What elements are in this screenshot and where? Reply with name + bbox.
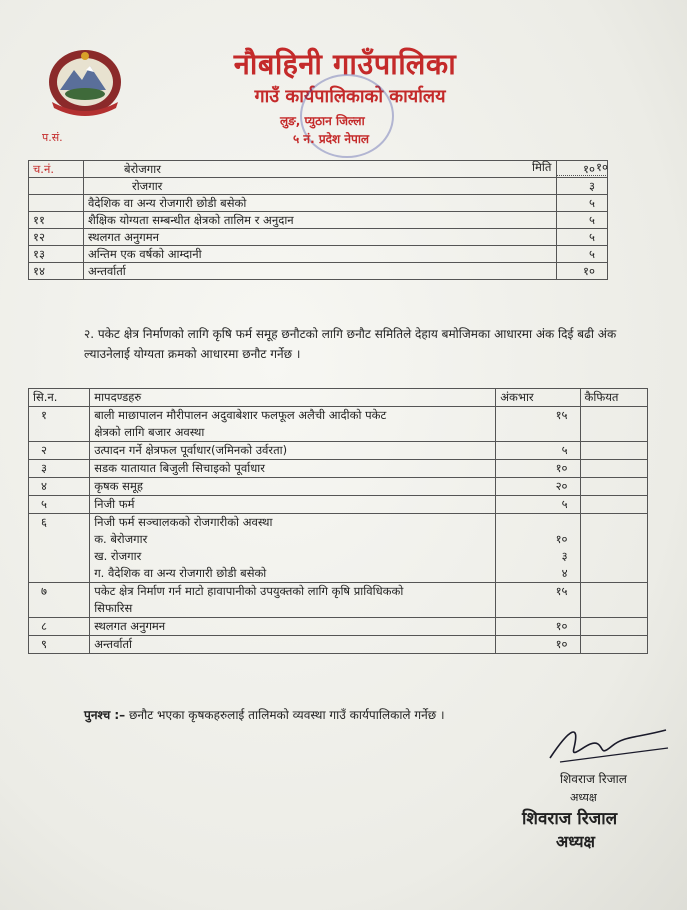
date-label: मिति <box>532 160 552 174</box>
row-criteria <box>90 478 496 496</box>
table-header-row <box>29 389 648 407</box>
row-score: १० <box>557 263 608 280</box>
address-line-1: लुङ, प्युठान जिल्ला <box>280 114 365 128</box>
row-criteria <box>90 442 496 460</box>
row-sn: ४ <box>29 478 90 496</box>
score-line: १५ <box>555 584 568 598</box>
row-criteria: अन्तिम एक वर्षको आम्दानी <box>84 246 557 263</box>
pocket-area-criteria-table <box>28 388 648 654</box>
name-stamp: शिवराज रिजाल <box>522 809 618 829</box>
table-row <box>29 618 648 636</box>
criteria-line: कृषक समूह <box>94 479 143 493</box>
row-remarks <box>580 442 647 460</box>
table-row <box>29 460 648 478</box>
nepal-emblem-icon <box>46 46 124 116</box>
table-row <box>29 212 608 229</box>
signatory-name: शिवराज रिजाल <box>560 772 627 786</box>
municipality-title: नौबहिनी गाउँपालिका <box>233 47 457 81</box>
table-row <box>29 496 648 514</box>
row-criteria: स्थलगत अनुगमन <box>84 229 557 246</box>
row-remarks <box>580 478 647 496</box>
criteria-table-continued <box>28 160 608 280</box>
table-row <box>29 178 608 195</box>
row-criteria <box>90 514 496 583</box>
score-line: १० <box>555 637 568 651</box>
row-sn: ७ <box>29 583 90 618</box>
header-score: अंकभार <box>496 389 580 407</box>
row-criteria: रोजगार <box>84 178 557 195</box>
score-line <box>500 514 567 531</box>
criteria-line: क. बेरोजगार <box>94 532 148 546</box>
row-score: ५ <box>557 212 608 229</box>
table-row <box>29 478 648 496</box>
handwritten-signature <box>540 718 670 768</box>
score-line <box>500 424 567 441</box>
signatory-role: अध्यक्ष <box>570 791 597 804</box>
row-score <box>496 636 580 654</box>
section-2-paragraph: २. पकेट क्षेत्र निर्माणको लागि कृषि फर्म समूह छनौटको लागि छनौट समितिले देहाय बमोजिमका आधारमा अंक दिई बढी अंक ल्याउनेलाई योग्यता क्रमको आधारमा छनौट गर्नेछ । <box>84 327 617 361</box>
criteria-line: बाली माछापालन मौरीपालन अदुवाबेशार फलफूल अलैची आदीको पकेट <box>94 408 387 422</box>
row-remarks <box>580 407 647 442</box>
row-sn: १४ <box>29 263 84 280</box>
row-score <box>496 496 580 514</box>
table-row <box>29 161 608 178</box>
row-criteria <box>90 496 496 514</box>
row-sn: १ <box>29 407 90 442</box>
row-sn <box>29 195 84 212</box>
table-row <box>29 246 608 263</box>
row-criteria: शैक्षिक योग्यता सम्बन्धीत क्षेत्रको तालिम र अनुदान <box>84 212 557 229</box>
row-criteria: वैदेशिक वा अन्य रोजगारी छोडी बसेको <box>84 195 557 212</box>
row-score <box>496 583 580 618</box>
table-row <box>29 195 608 212</box>
row-criteria: बेरोजगार <box>84 161 557 178</box>
criteria-line: सडक यातायात बिजुली सिचाइको पूर्वाधार <box>94 461 265 475</box>
row-score <box>496 407 580 442</box>
criteria-line: उत्पादन गर्ने क्षेत्रफल पूर्वाधार(जमिनको उर्वरता) <box>94 443 288 457</box>
score-line: २० <box>555 479 568 493</box>
row-sn <box>29 178 84 195</box>
score-line: १५ <box>555 408 568 422</box>
row-sn: २ <box>29 442 90 460</box>
row-sn: ३ <box>29 460 90 478</box>
table-row <box>29 229 608 246</box>
row-sn: १३ <box>29 246 84 263</box>
score-line: ५ <box>561 497 568 511</box>
row-score <box>496 442 580 460</box>
ps-label: प.सं. <box>42 131 63 144</box>
table-row <box>29 263 608 280</box>
note-text: छनौट भएका कृषकहरुलाई तालिमको व्यवस्था गाउँ कार्यपालिकाले गर्नेछ । <box>129 708 445 722</box>
row-score: ५ <box>557 246 608 263</box>
postscript-note <box>84 706 445 723</box>
criteria-line: निजी फर्म <box>94 497 135 511</box>
row-sn: ११ <box>29 212 84 229</box>
criteria-line: स्थलगत अनुगमन <box>94 619 166 633</box>
row-criteria <box>90 583 496 618</box>
row-score <box>496 460 580 478</box>
criteria-line: निजी फर्म सञ्चालकको रोजगारीको अवस्था <box>94 515 273 529</box>
date-value: १० <box>556 160 608 176</box>
row-score: ५ <box>557 229 608 246</box>
row-score <box>496 514 580 583</box>
row-criteria <box>90 460 496 478</box>
row-sn: ६ <box>29 514 90 583</box>
role-stamp: अध्यक्ष <box>556 832 595 851</box>
table-row <box>29 442 648 460</box>
score-line: ५ <box>561 443 568 457</box>
row-criteria: अन्तर्वार्ता <box>84 263 557 280</box>
score-line: १० <box>555 461 568 475</box>
row-score: १० <box>557 161 608 178</box>
criteria-line: क्षेत्रको लागि बजार अवस्था <box>94 425 205 439</box>
row-sn: ५ <box>29 496 90 514</box>
row-remarks <box>580 618 647 636</box>
header-criteria: मापदण्डहरु <box>90 389 496 407</box>
row-sn: १२ <box>29 229 84 246</box>
score-line: ३ <box>561 549 568 563</box>
row-score <box>496 618 580 636</box>
row-remarks <box>580 636 647 654</box>
criteria-line: ग. वैदेशिक वा अन्य रोजगारी छोडी बसेको <box>94 566 267 580</box>
row-criteria <box>90 636 496 654</box>
row-remarks <box>580 460 647 478</box>
table-row <box>29 583 648 618</box>
row-sn: ८ <box>29 618 90 636</box>
header-sn: सि.न. <box>29 389 90 407</box>
criteria-line: अन्तर्वार्ता <box>94 637 132 651</box>
table-row <box>29 407 648 442</box>
row-criteria <box>90 407 496 442</box>
row-score: ३ <box>557 178 608 195</box>
row-sn: च.नं. <box>29 161 84 178</box>
row-score: ५ <box>557 195 608 212</box>
score-line: ४ <box>561 566 568 580</box>
table-row <box>29 636 648 654</box>
row-criteria <box>90 618 496 636</box>
table-row <box>29 514 648 583</box>
score-line <box>500 600 567 617</box>
header-remarks: कैफियत <box>580 389 647 407</box>
office-subtitle: गाउँ कार्यपालिकाको कार्यालय <box>254 86 446 107</box>
row-remarks <box>580 583 647 618</box>
criteria-line: सिफारिस <box>94 601 133 615</box>
score-line: १० <box>555 619 568 633</box>
row-remarks <box>580 496 647 514</box>
criteria-line: ख. रोजगार <box>94 549 142 563</box>
row-remarks <box>580 514 647 583</box>
score-line: १० <box>555 532 568 546</box>
criteria-line: पकेट क्षेत्र निर्माण गर्न माटो हावापानीको उपयुक्तको लागि कृषि प्राविधिकको <box>94 584 404 598</box>
note-label: पुनश्च :– <box>84 708 126 722</box>
address-line-2: ५ नं. प्रदेश नेपाल <box>293 132 370 146</box>
row-sn: ९ <box>29 636 90 654</box>
row-score <box>496 478 580 496</box>
